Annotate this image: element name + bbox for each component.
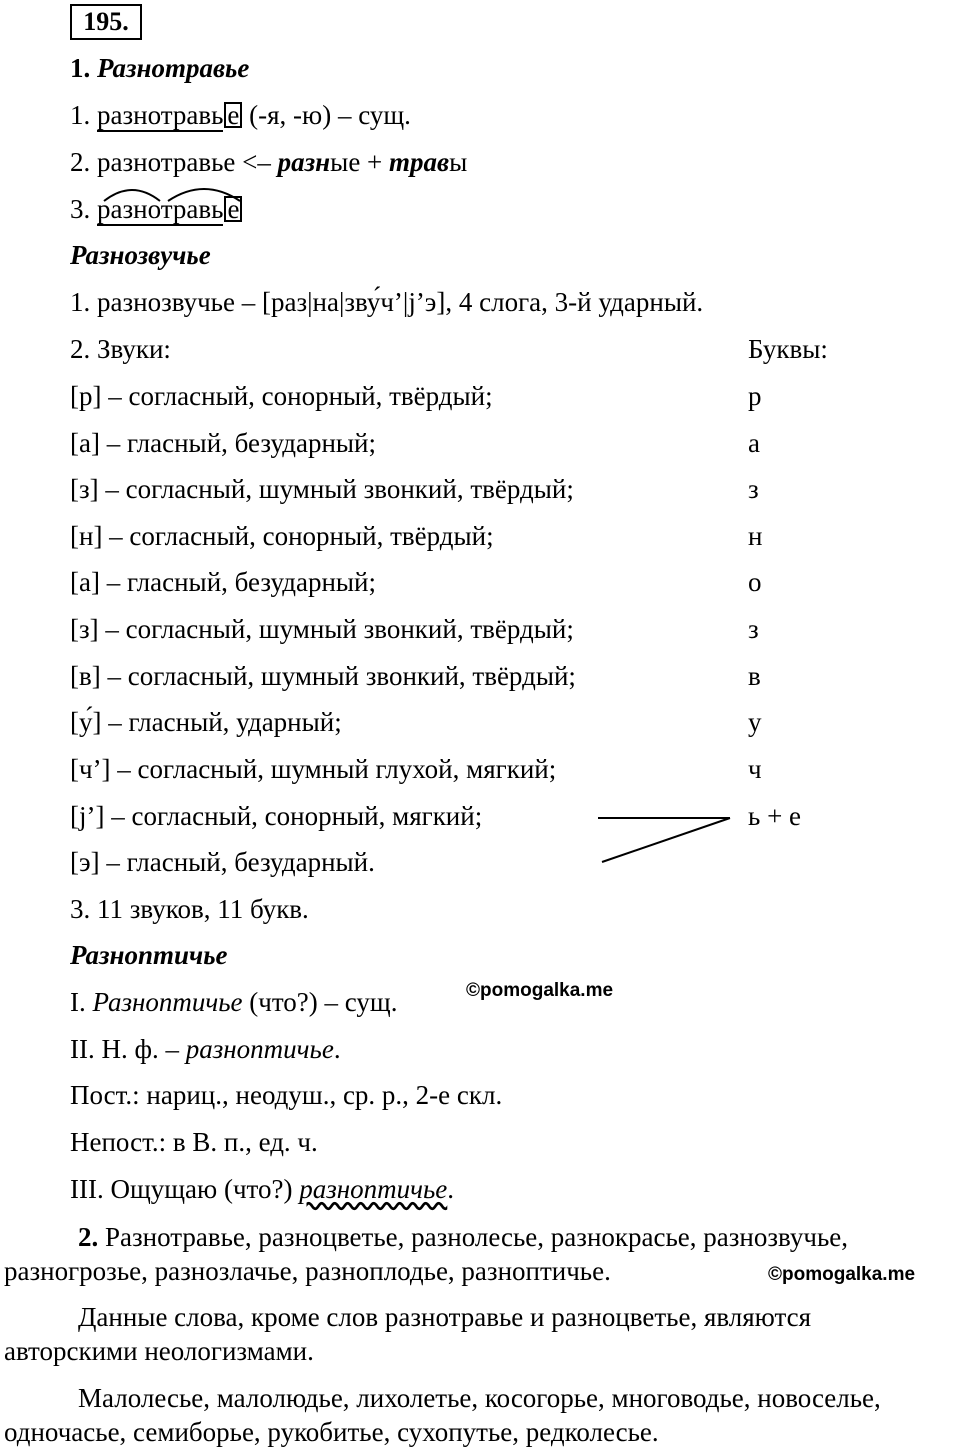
line-prefix: 1. [70,100,97,130]
roots-prefix: 3. [70,194,97,224]
letter-cell: у [748,707,762,737]
morph-rest: . [447,1174,455,1204]
part2-line-1 [78,1221,848,1253]
formation-prefix: 2. разнотравье <– [70,147,278,177]
watermark: ©pomogalka.me [768,1264,916,1285]
morph-prefix: I. [70,987,93,1017]
suffix-1: ые + [330,147,390,177]
sound-row: [ч’] – согласный, шумный глухой, мягкий; [70,754,557,784]
letter-cell: в [748,661,761,691]
sounds-header: 2. Звуки: [70,334,171,364]
sound-row: [з] – согласный, шумный звонкий, твёрдый; [70,474,574,504]
sound-letter-count: 3. 11 звуков, 11 букв. [70,894,309,924]
section-heading-1 [70,52,249,84]
morph-prefix: II. Н. ф. – [70,1034,186,1064]
sound-row: [э] – гласный, безударный. [70,847,375,877]
letter-cell: н [748,521,763,551]
letter-cell: о [748,567,762,597]
morph-word: разноптичье [185,1034,334,1064]
morph-line-4: Непост.: в В. п., ед. ч. [70,1127,318,1157]
roots-ending: е [224,196,242,222]
word-ending: е [224,102,242,128]
sound-row: [у́] – гласный, ударный; [70,707,342,737]
letters-header: Буквы: [748,334,828,364]
word-stem: разнотравь [97,100,224,130]
task-number: 195. [70,4,142,40]
morph-line-1 [70,986,397,1018]
sound-row: [а] – гласный, безударный; [70,428,377,458]
sound-row: [з] – согласный, шумный звонкий, твёрдый; [70,614,574,644]
morpheme-line [70,99,411,131]
heading-raznotravye: Разнотравье [97,53,250,83]
part-number: 1. [70,53,91,83]
part-number: 2. [78,1222,99,1252]
sound-letter-connector [596,810,736,866]
sound-row: [в] – согласный, шумный звонкий, твёрдый; [70,661,576,691]
root-2: трав [389,147,450,177]
part2-line-5: Малолесье, малолюдье, лихолетье, косогорье, многоводье, новоселье, [78,1383,881,1413]
heading-raznoptichye: Разноптичье [70,940,228,970]
formation-line [70,146,467,178]
letter-cell: а [748,428,760,458]
morph-rest: (что?) – сущ. [242,987,398,1017]
sound-row: [j’] – согласный, сонорный, мягкий; [70,801,483,831]
heading-raznozvuchye: Разнозвучье [70,240,211,270]
morph-line-2 [70,1033,341,1065]
letter-cell: р [748,381,762,411]
morph-line-3: Пост.: нариц., неодуш., ср. р., 2-е скл. [70,1080,503,1110]
part2-text: Разнотравье, разноцветье, разнолесье, разнокрасье, разнозвучье, [98,1222,848,1252]
morph-prefix: III. Ощущаю (что?) [70,1174,300,1204]
part2-line-3: Данные слова, кроме слов разнотравье и разноцветье, являются [78,1302,812,1332]
arc-root-1 [104,190,160,201]
morph-word: Разноптичье [92,987,243,1017]
morph-word-object: разноптичье [299,1174,448,1204]
root-1: разн [277,147,331,177]
suffix-2: ы [449,147,468,177]
letter-cell: з [748,614,759,644]
line-rest: (-я, -ю) – сущ. [242,100,411,130]
sound-row: [р] – согласный, сонорный, твёрдый; [70,381,493,411]
sound-row: [а] – гласный, безударный; [70,567,377,597]
root-arcs [100,183,250,205]
sound-row: [н] – согласный, сонорный, твёрдый; [70,521,494,551]
root-travy: травь [160,194,224,224]
arc-root-2 [168,189,240,201]
letter-cell: ь + е [748,801,802,831]
morph-rest: . [333,1034,341,1064]
letter-cell: ч [748,754,762,784]
watermark: ©pomogalka.me [466,980,614,1001]
letter-cell: з [748,474,759,504]
morph-line-5 [70,1173,454,1205]
phonetic-transcription: 1. разнозвучье – [раз|на|зву́ч’|j’э], 4 слога, 3-й ударный. [70,287,704,317]
root-razno: разно [97,194,161,224]
part2-line-4: авторскими неологизмами. [4,1336,314,1366]
part2-line-2: разногрозье, разнозлачье, разноплодье, разноптичье. [4,1256,611,1286]
part2-line-6: одночасье, семиборье, рукобитье, сухопутье, редколесье. [4,1417,659,1447]
